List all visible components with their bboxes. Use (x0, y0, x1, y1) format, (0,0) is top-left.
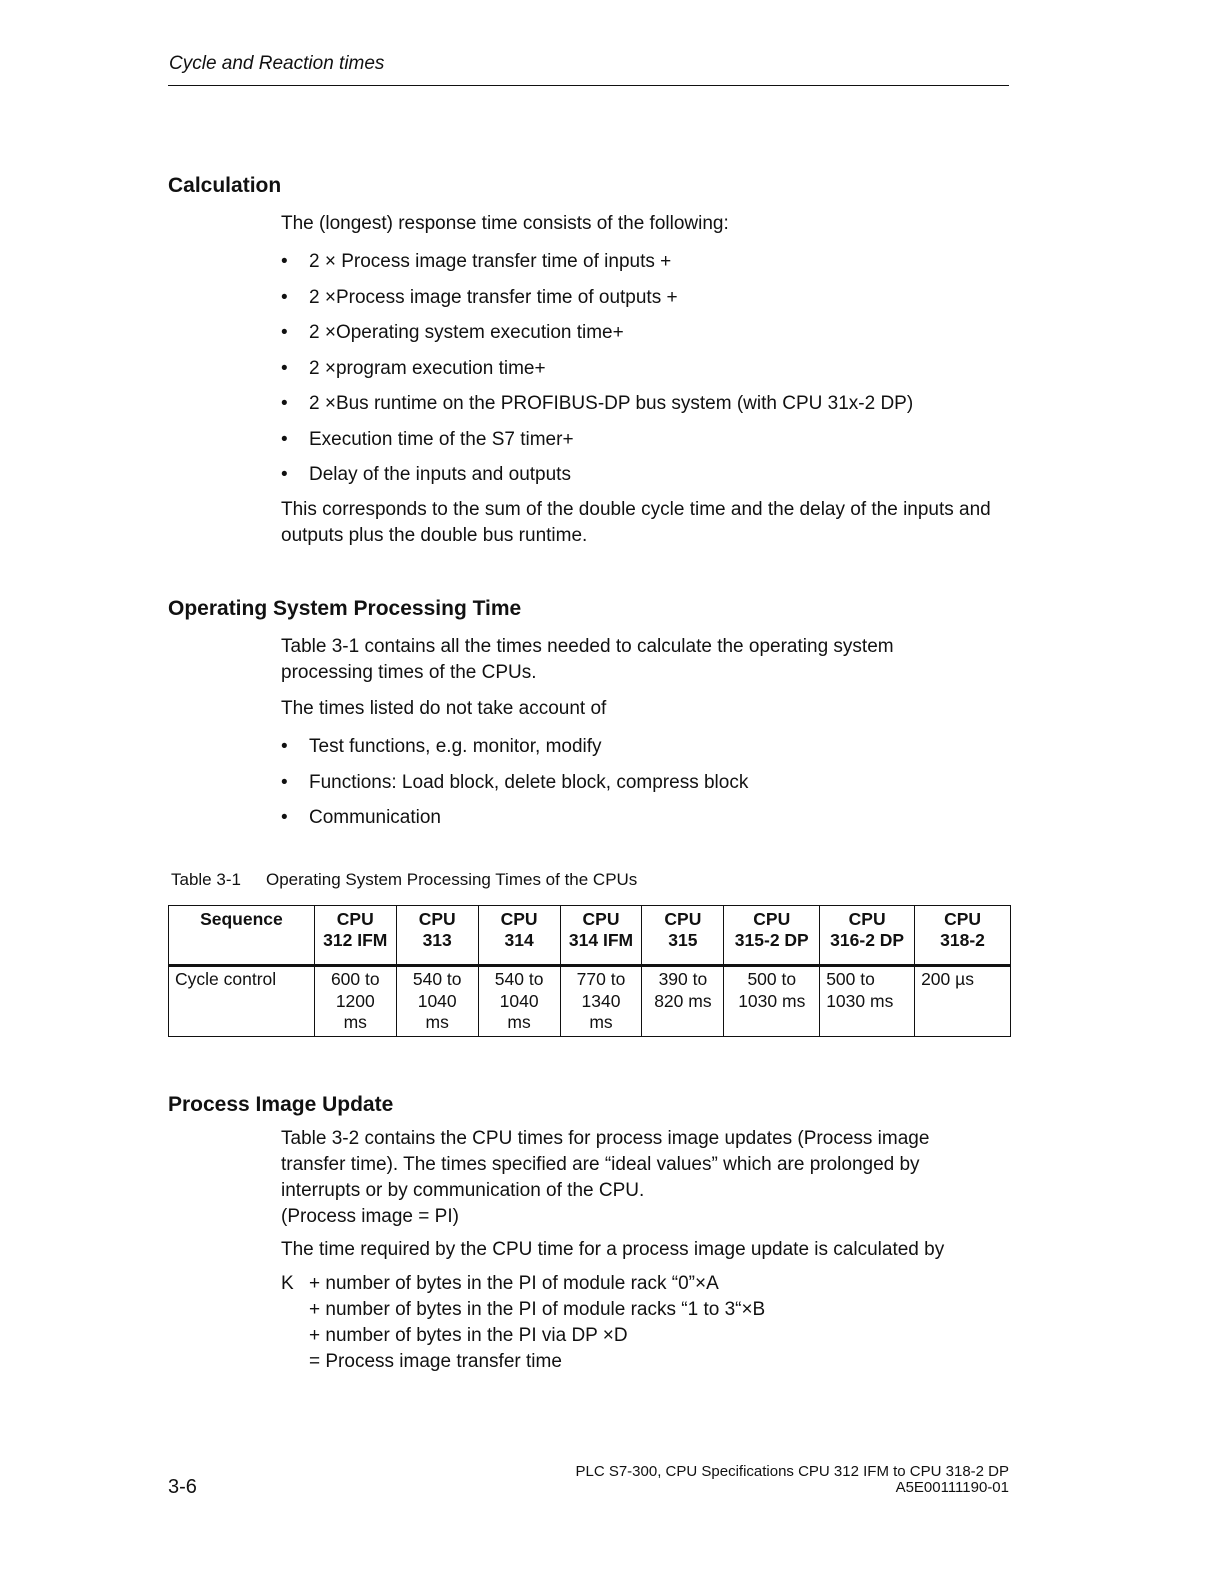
os-time-note: The times listed do not take account of (281, 698, 607, 719)
calculation-intro: The (longest) response time consists of the following: (281, 213, 729, 234)
formula-line: = Process image transfer time (309, 1351, 562, 1372)
table-row (169, 966, 1011, 1037)
cell-sequence: Cycle control (169, 966, 315, 1037)
footer-doc-title: PLC S7-300, CPU Specifications CPU 312 IFM to CPU 318-2 DP (575, 1463, 1009, 1480)
calculation-summary: This corresponds to the sum of the double cycle time and the delay of the inputs and outputs plus the double bus runtime. (281, 499, 991, 546)
list-item: • Communication (281, 807, 441, 828)
calculation-list (281, 249, 1011, 498)
formula-constant: K (281, 1273, 294, 1294)
list-item: • Delay of the inputs and outputs (281, 464, 571, 485)
header-cpu-313: CPU 313 (396, 906, 478, 966)
pi-update-calc-intro: The time required by the CPU time for a process image update is calculated by (281, 1239, 945, 1260)
cell-cpu-312-ifm: 600 to 1200 ms (314, 966, 396, 1037)
footer-doc-id: A5E00111190-01 (895, 1479, 1009, 1496)
cell-cpu-315-2-dp: 500 to 1030 ms (724, 966, 820, 1037)
header-sequence: Sequence (169, 906, 315, 966)
table-header-row (169, 906, 1011, 966)
formula-line: + number of bytes in the PI via DP ×D (309, 1325, 628, 1346)
os-time-heading: Operating System Processing Time (168, 597, 522, 620)
list-item: • 2 ×Bus runtime on the PROFIBUS-DP bus system (with CPU 31x-2 DP) (281, 393, 914, 414)
cell-cpu-315: 390 to 820 ms (642, 966, 724, 1037)
formula-line: + number of bytes in the PI of module racks “1 to 3“×B (309, 1299, 766, 1320)
cell-cpu-314-ifm: 770 to 1340 ms (560, 966, 642, 1037)
pi-update-paragraph: Table 3-2 contains the CPU times for process image updates (Process image transfer time). The times specified are “ideal values” which are prolonged by interrupts or by communication of the CPU. (Process image = PI) (281, 1128, 930, 1227)
list-item: • 2 × Process image transfer time of inputs + (281, 251, 672, 272)
header-cpu-314: CPU 314 (478, 906, 560, 966)
table-caption-text: Operating System Processing Times of the CPUs (266, 870, 638, 889)
calculation-heading: Calculation (168, 174, 282, 197)
list-item: • 2 ×program execution time+ (281, 357, 546, 379)
header-cpu-318-2: CPU 318-2 (915, 906, 1011, 966)
list-item: • 2 ×Operating system execution time+ (281, 322, 624, 343)
cell-cpu-316-2-dp: 500 to 1030 ms (820, 966, 915, 1037)
header-cpu-314-ifm: CPU 314 IFM (560, 906, 642, 966)
list-item: • Test functions, e.g. monitor, modify (281, 736, 602, 757)
cell-cpu-318-2: 200 µs (915, 966, 1011, 1037)
header-rule (168, 85, 1009, 86)
header-cpu-315: CPU 315 (642, 906, 724, 966)
os-time-paragraph: Table 3-1 contains all the times needed to calculate the operating system processing times of the CPUs. (281, 636, 894, 683)
page-number: 3-6 (168, 1476, 197, 1498)
cell-cpu-314: 540 to 1040 ms (478, 966, 560, 1037)
list-item: • Execution time of the S7 timer+ (281, 428, 574, 450)
os-processing-times-table (168, 905, 1011, 1037)
header-cpu-316-2-dp: CPU 316-2 DP (820, 906, 915, 966)
table-caption (171, 870, 637, 890)
table-caption-number: Table 3-1 (171, 870, 241, 889)
list-item: • 2 ×Process image transfer time of outputs + (281, 286, 678, 308)
cell-cpu-313: 540 to 1040 ms (396, 966, 478, 1037)
formula-line: + number of bytes in the PI of module rack “0”×A (309, 1273, 719, 1294)
header-cpu-315-2-dp: CPU 315-2 DP (724, 906, 820, 966)
running-header: Cycle and Reaction times (169, 53, 385, 74)
pi-update-heading: Process Image Update (168, 1093, 394, 1116)
header-cpu-312-ifm: CPU 312 IFM (314, 906, 396, 966)
list-item: • Functions: Load block, delete block, compress block (281, 771, 749, 793)
os-time-list (281, 734, 1011, 841)
footer-doc-info (540, 1464, 1009, 1496)
